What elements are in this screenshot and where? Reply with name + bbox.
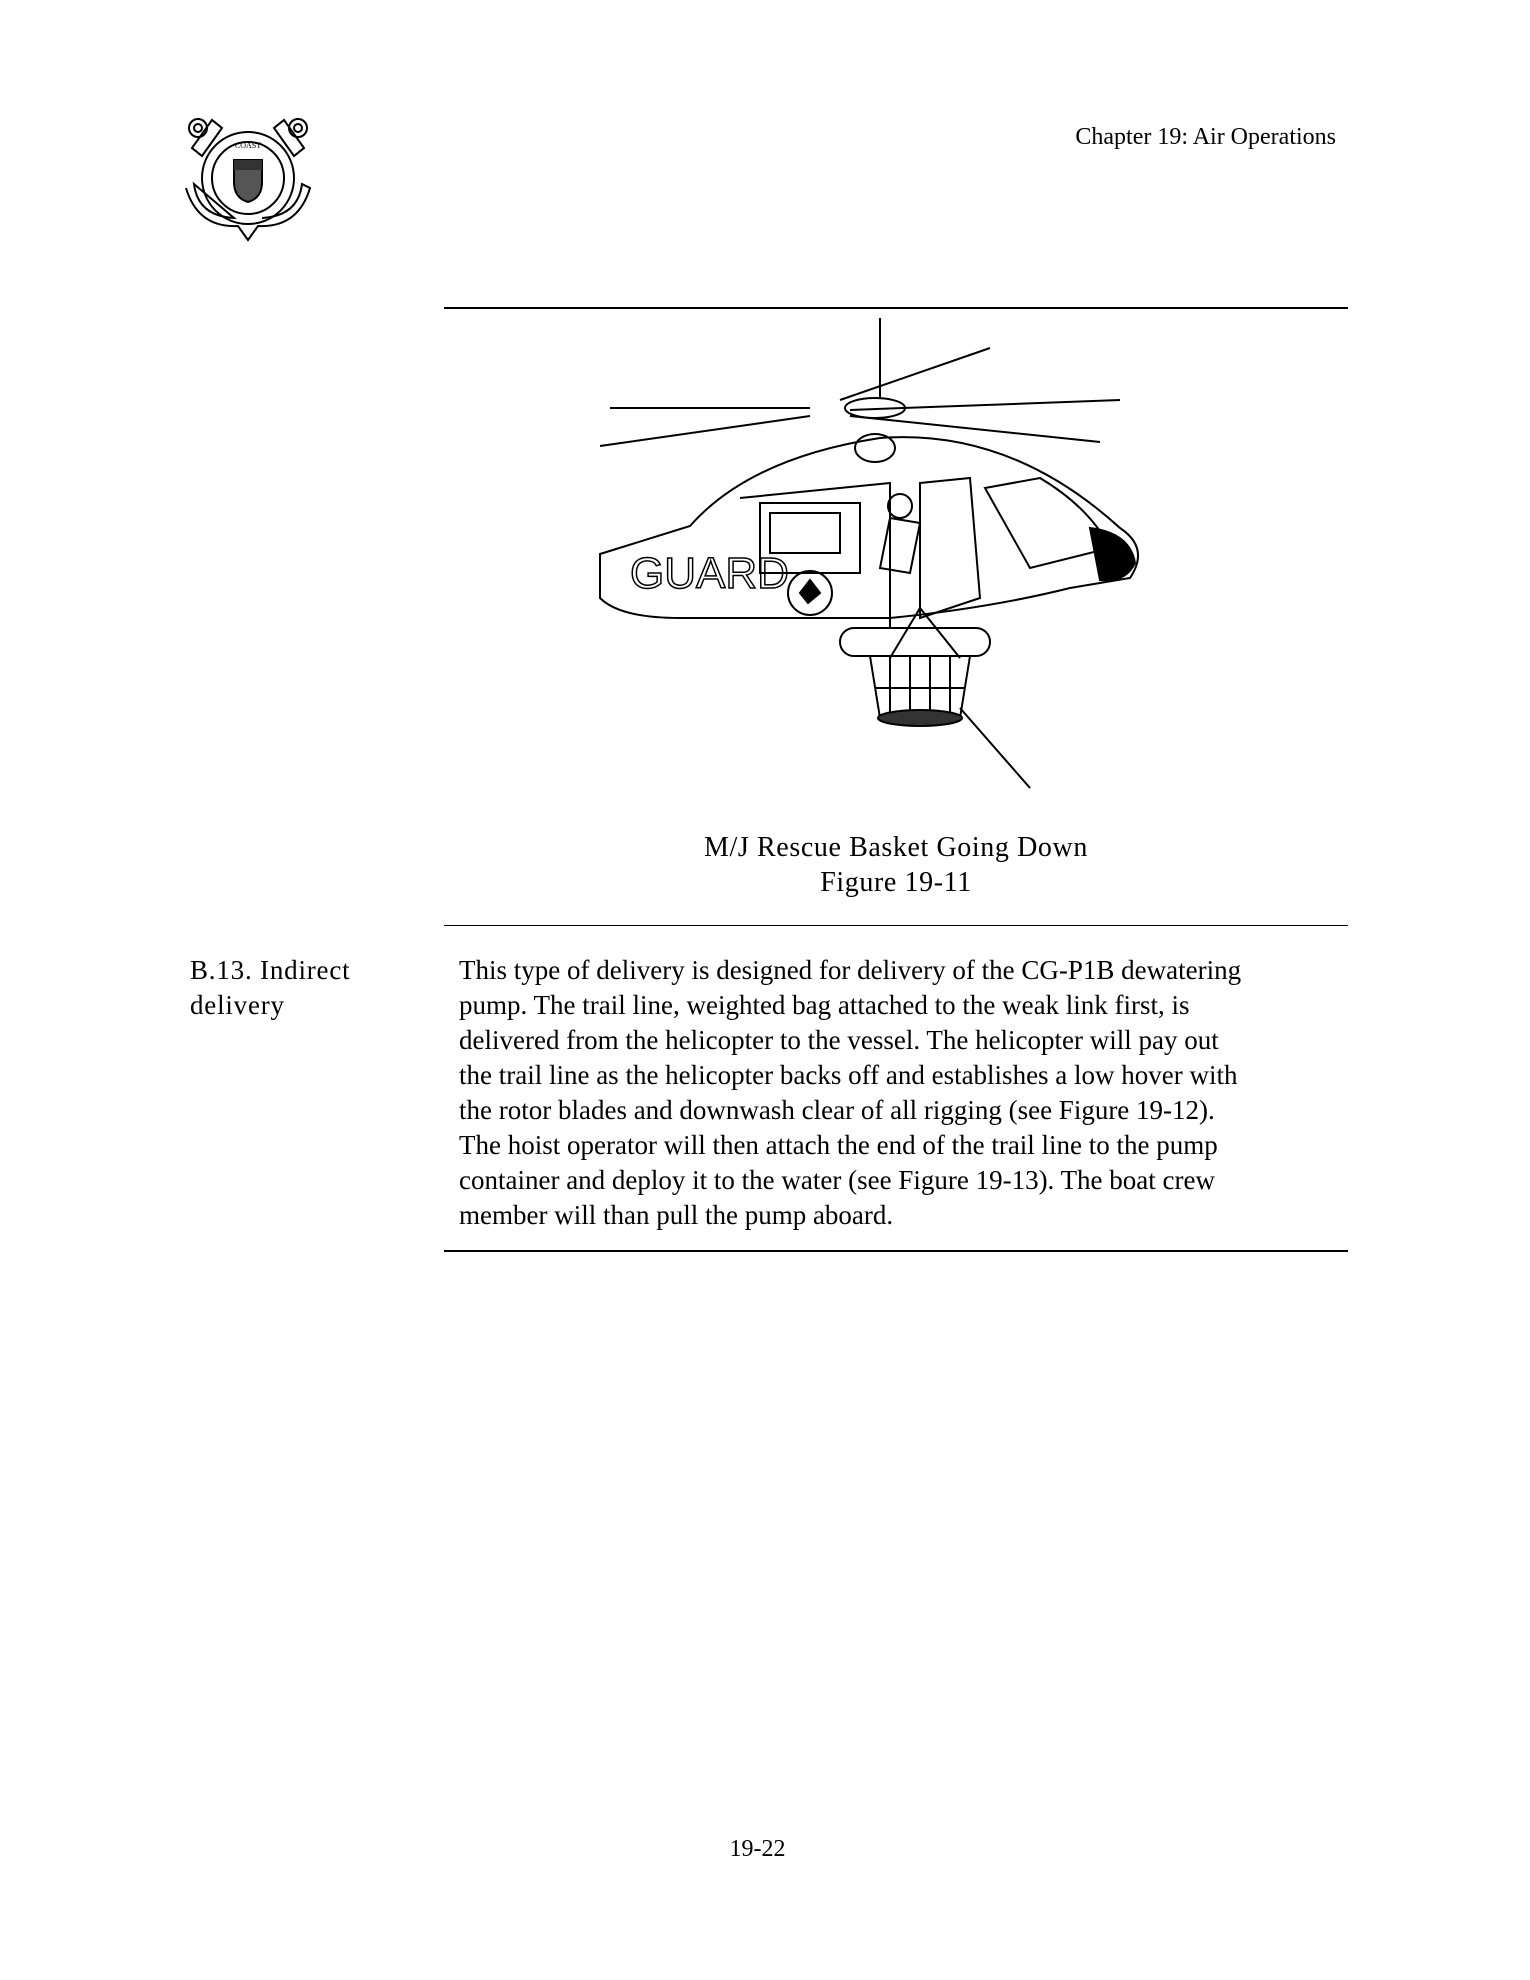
guard-lettering: GUARD xyxy=(630,549,789,598)
section-body xyxy=(459,953,1339,1233)
figure-caption-title: M/J Rescue Basket Going Down xyxy=(704,832,1088,863)
body-line: delivered from the helicopter to the vessel. The helicopter will pay out xyxy=(459,1025,1219,1055)
svg-text:COAST: COAST xyxy=(234,141,262,150)
helicopter-rescue-basket-illustration xyxy=(590,318,1240,808)
body-line: pump. The trail line, weighted bag attached to the weak link first, is xyxy=(459,990,1190,1020)
figure-caption-number: Figure 19-11 xyxy=(820,867,972,898)
body-line: the trail line as the helicopter backs off and establishes a low hover with xyxy=(459,1060,1238,1090)
body-line: the rotor blades and downwash clear of all rigging (see Figure 19-12). xyxy=(459,1095,1215,1125)
chapter-header: Chapter 19: Air Operations xyxy=(1075,124,1336,150)
section-heading-line: B.13. Indirect xyxy=(190,955,351,985)
coast-guard-seal-logo xyxy=(178,108,318,243)
body-line: container and deploy it to the water (see Figure 19-13). The boat crew xyxy=(459,1165,1215,1195)
divider-bottom xyxy=(444,1250,1348,1252)
divider-top xyxy=(444,307,1348,309)
page-number: 19-22 xyxy=(729,1836,786,1862)
divider-middle xyxy=(444,925,1348,926)
section-heading xyxy=(190,953,410,1023)
body-line: This type of delivery is designed for delivery of the CG-P1B dewatering xyxy=(459,955,1242,985)
body-line: member will than pull the pump aboard. xyxy=(459,1200,894,1230)
body-line: The hoist operator will then attach the end of the trail line to the pump xyxy=(459,1130,1218,1160)
section-heading-line: delivery xyxy=(190,990,285,1020)
